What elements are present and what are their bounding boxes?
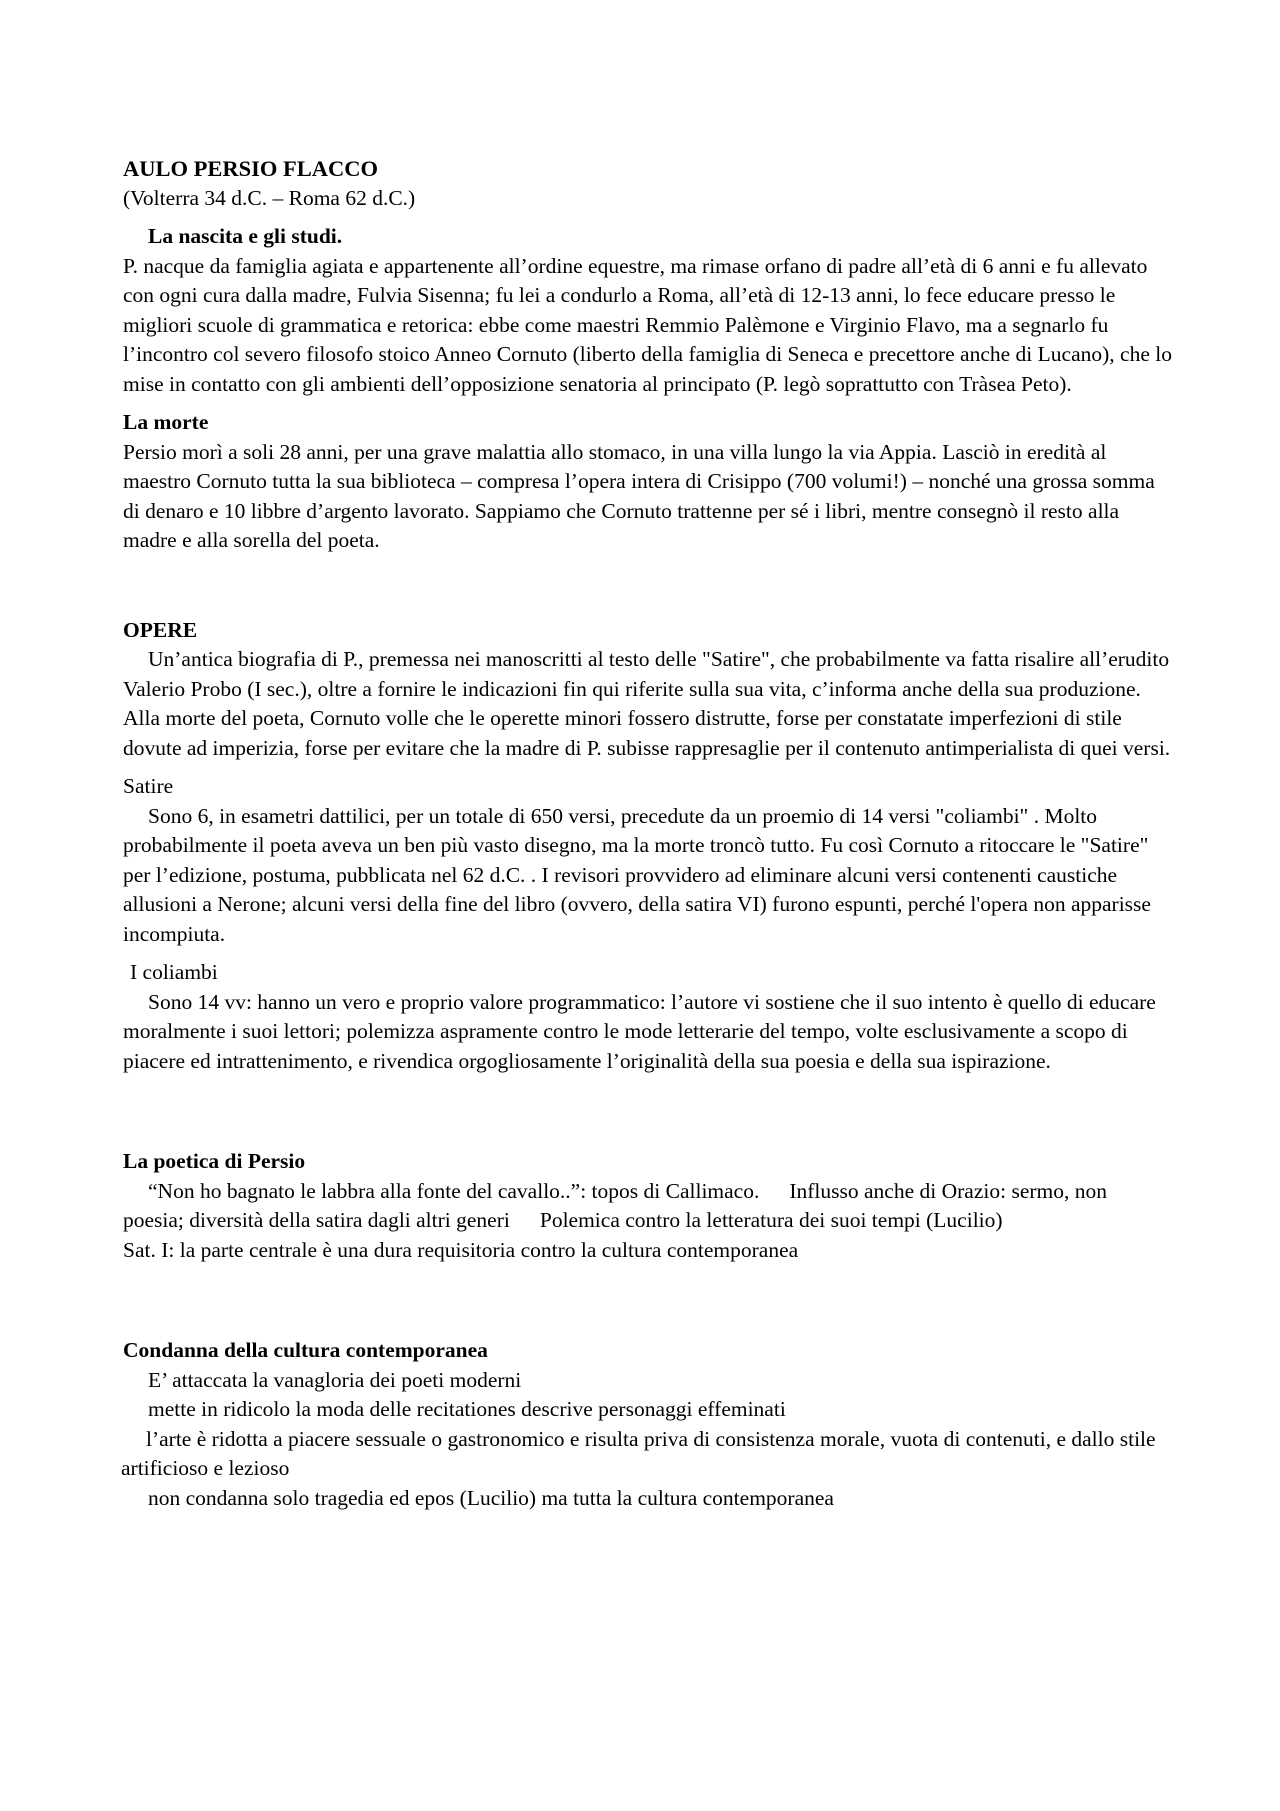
section-text-nascita: P. nacque da famiglia agiata e appartenente all’ordine equestre, ma rimase orfano di padre all’età di 6 anni e fu allevato con ogni cura dalla madre, Fulvia Sisenna; fu lei a condurlo a Roma, all’età di 12-13 anni, lo fece educare presso le migliori scuole di grammatica e retorica: ebbe come maestri Remmio Palèmone e Virginio Flavo, ma a segnarlo fu l’incontro col severo filosofo stoico Anneo Cornuto (liberto della famiglia di Seneca e precettore anche di Lucano), che lo mise in contatto con gli ambienti dell’opposizione senatoria al principato (P. legò soprattutto con Tràsea Peto).: [123, 253, 1172, 396]
poetica-item: “Non ho bagnato le labbra alla fonte del cavallo..”: topos di Callimaco.: [148, 1178, 760, 1203]
section-text-morte: Persio morì a soli 28 anni, per una grave malattia allo stomaco, in una villa lungo la via Appia. Lasciò in eredità al maestro Cornuto tutta la sua biblioteca – compresa l’opera intera di Crisippo (700 volumi!) – nonché una grossa somma di denaro e 10 libbre d’argento lavorato. Sappiamo che Cornuto trattenne per sé i libri, mentre consegnò il resto alla madre e alla sorella del poeta.: [123, 439, 1155, 552]
section-text-poetica: [123, 1177, 1173, 1266]
condanna-item: mette in ridicolo la moda delle recitationes descrive personaggi effeminati: [148, 1397, 786, 1421]
section-heading-condanna: Condanna della cultura contemporanea: [123, 1338, 488, 1362]
section-heading-satire: Satire: [123, 774, 174, 798]
condanna-item: E’ attaccata la vanagloria dei poeti moderni: [148, 1367, 522, 1392]
poetica-item: Polemica contro la letteratura dei suoi tempi (Lucilio): [539, 1208, 1003, 1232]
section-text-opere: Un’antica biografia di P., premessa nei manoscritti al testo delle "Satire", che probabilmente va fatta risalire all’erudito Valerio Probo (I sec.), oltre a fornire le indicazioni fin qui riferite sulla sua vita, c’informa anche della sua produzione. Alla morte del poeta, Cornuto volle che le operette minori fossero distrutte, forse per constatate imperfezioni di stile dovute ad imperizia, forse per evitare che la madre di P. subisse rappresaglie per il contenuto antimperialista di quei versi.: [123, 647, 1171, 760]
section-heading-coliambi: I coliambi: [130, 960, 218, 984]
document-body: [123, 154, 1173, 1513]
document-title: AULO PERSIO FLACCO: [123, 156, 379, 181]
poetica-item: Sat. I: la parte centrale è una dura requisitoria contro la cultura contemporanea: [123, 1237, 799, 1262]
section-heading-morte: La morte: [123, 410, 209, 434]
condanna-item: l’arte è ridotta a piacere sessuale o gastronomico e risulta priva di consistenza morale, vuota di contenuti, e dallo stile artificioso e lezioso: [121, 1426, 1156, 1480]
poetica-item: Influsso anche di Orazio: sermo, non poesia; diversità della satira dagli altri generi: [123, 1178, 1107, 1232]
section-heading-nascita: La nascita e gli studi.: [148, 224, 343, 248]
condanna-item: non condanna solo tragedia ed epos (Lucilio) ma tutta la cultura contemporanea: [148, 1485, 834, 1510]
section-heading-poetica: La poetica di Persio: [123, 1149, 306, 1173]
author-dates: (Volterra 34 d.C. – Roma 62 d.C.): [123, 185, 416, 210]
section-text-coliambi: Sono 14 vv: hanno un vero e proprio valore programmatico: l’autore vi sostiene che il suo intento è quello di educare moralmente i suoi lettori; polemizza aspramente contro le mode letterarie del tempo, volte esclusivamente a scopo di piacere ed intrattenimento, e rivendica orgogliosamente l’originalità della sua poesia e della sua ispirazione.: [123, 989, 1156, 1073]
section-heading-opere: OPERE: [123, 617, 198, 642]
section-text-satire: Sono 6, in esametri dattilici, per un totale di 650 versi, precedute da un proemio di 14 versi "coliambi" . Molto probabilmente il poeta aveva un ben più vasto disegno, ma la morte troncò tutto. Fu così Cornuto a ritoccare le "Satire" per l’edizione, postuma, pubblicata nel 62 d.C. . I revisori provvidero ad eliminare alcuni versi contenenti caustiche allusioni a Nerone; alcuni versi della fine del libro (ovvero, della satira VI) furono espunti, perché l'opera non apparisse incompiuta.: [123, 803, 1151, 946]
